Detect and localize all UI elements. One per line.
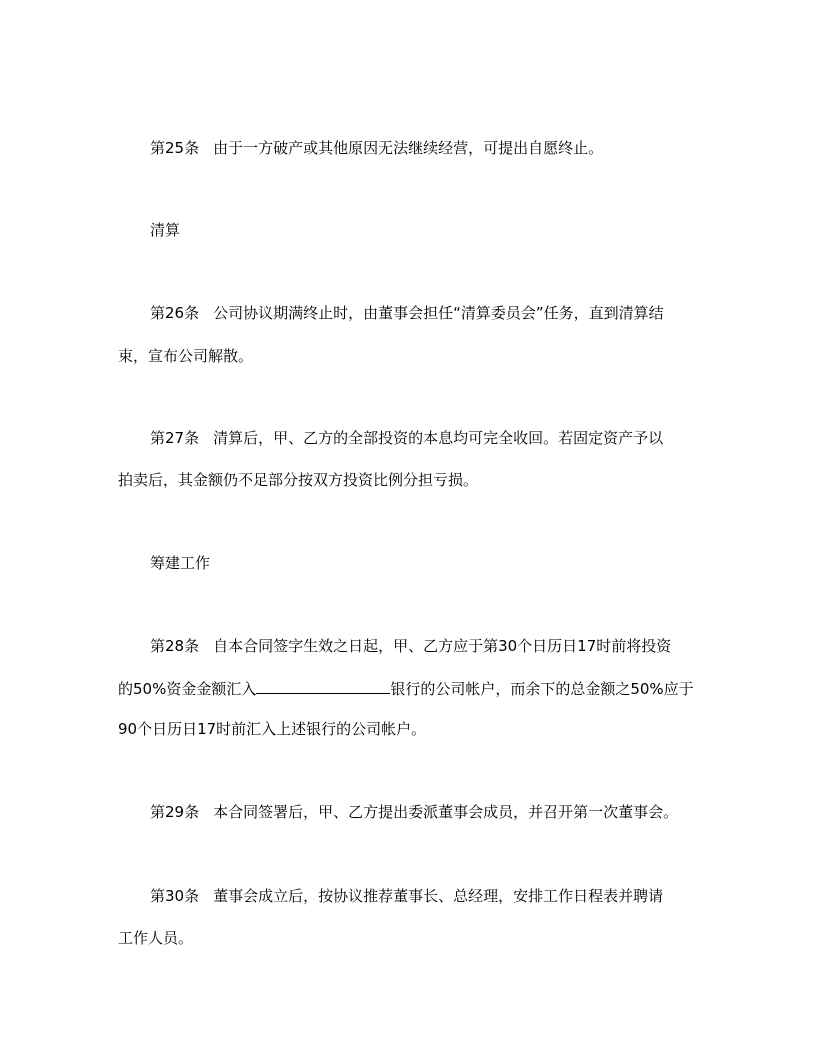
article-28-line2-after: 银行的公司帐户，而余下的总金额之50%应于 [390, 680, 694, 698]
section-heading-preparation: 筹建工作 [150, 554, 211, 572]
article-26-text-line1: 公司协议期满终止时，由董事会担任“清算委员会”任务，直到清算结 [213, 304, 664, 322]
article-29-number: 第29条 [150, 803, 200, 821]
article-28-text-line1: 自本合同签字生效之日起，甲、乙方应于第30个日历日17时前将投资 [213, 637, 672, 655]
section-heading-liquidation: 清算 [150, 221, 181, 239]
article-30 [150, 886, 698, 906]
article-26-text-line2: 束，宣布公司解散。 [118, 347, 254, 365]
article-28-number: 第28条 [150, 637, 200, 655]
article-30-number: 第30条 [150, 887, 200, 905]
article-27-number: 第27条 [150, 429, 200, 447]
article-30-text-line2: 工作人员。 [118, 929, 194, 947]
article-28-text-line2 [118, 678, 698, 699]
article-28-line2-before: 的50%资金金额汇入 [118, 680, 257, 698]
article-28 [150, 636, 698, 656]
article-25-number: 第25条 [150, 139, 200, 157]
article-29 [150, 802, 698, 822]
article-29-text: 本合同签署后，甲、乙方提出委派董事会成员，并召开第一次董事会。 [213, 803, 679, 821]
article-25 [150, 138, 698, 158]
article-27-text-line2: 拍卖后，其金额仍不足部分按双方投资比例分担亏损。 [118, 471, 479, 489]
article-27 [150, 428, 698, 448]
article-26-number: 第26条 [150, 304, 200, 322]
article-25-text: 由于一方破产或其他原因无法继续经营，可提出自愿终止。 [213, 139, 604, 157]
article-30-text-line1: 董事会成立后，按协议推荐董事长、总经理，安排工作日程表并聘请 [213, 887, 664, 905]
article-26 [150, 303, 698, 323]
article-27-text-line1: 清算后，甲、乙方的全部投资的本息均可完全收回。若固定资产予以 [213, 429, 664, 447]
bank-name-blank[interactable] [256, 678, 390, 694]
article-28-text-line3: 90个日历日17时前汇入上述银行的公司帐户。 [118, 720, 427, 738]
